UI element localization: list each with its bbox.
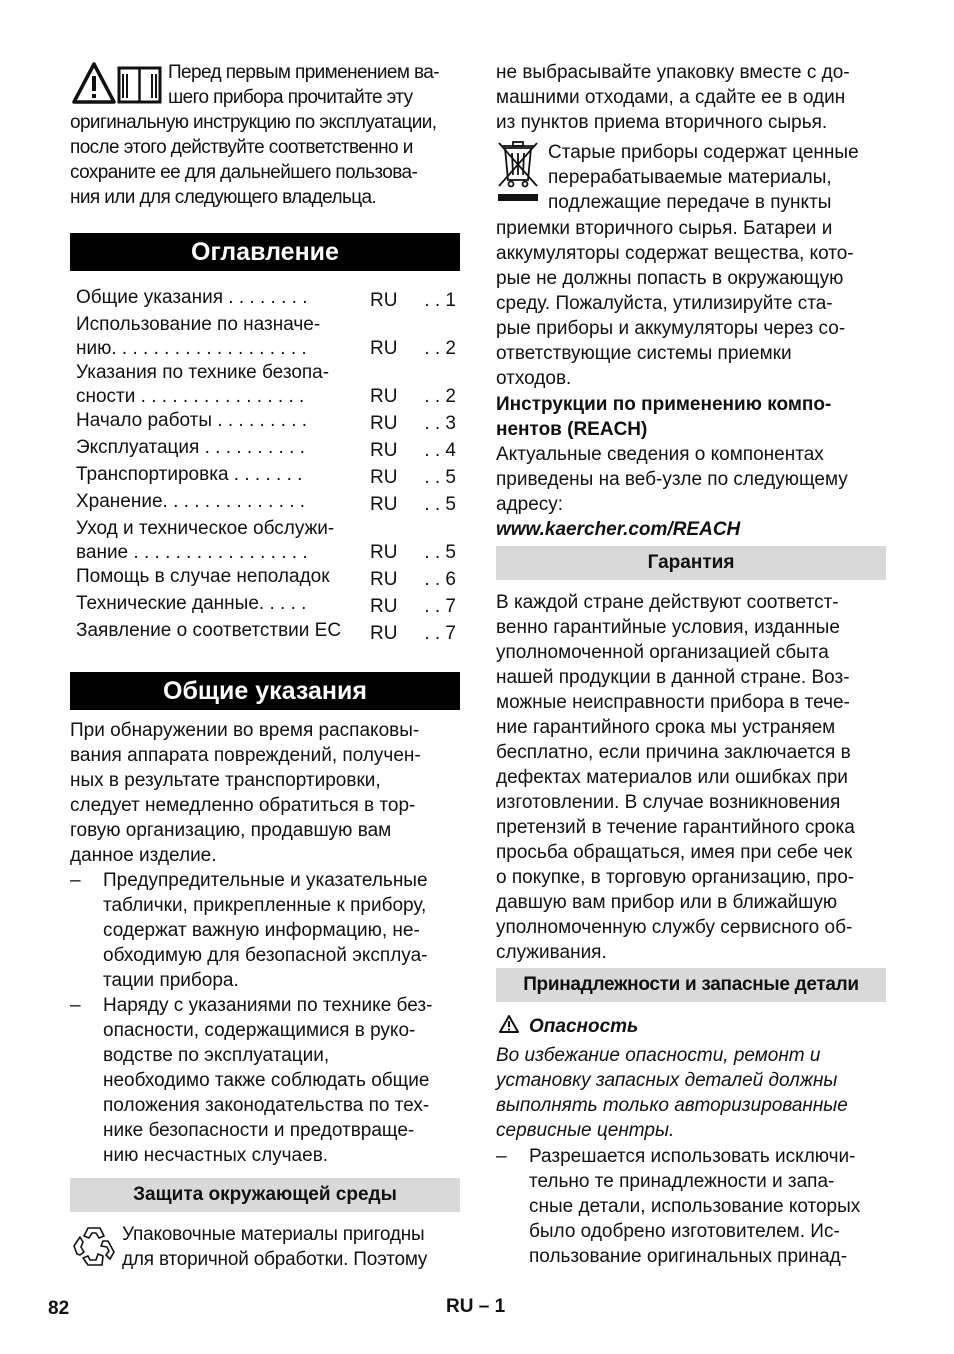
toc-entry-title: Эксплуатация . . . . . . . . . .	[76, 437, 305, 458]
general-list	[70, 868, 460, 1168]
toc-entry[interactable]	[70, 565, 460, 592]
warranty-heading: Гарантия	[496, 546, 886, 580]
toc-entry[interactable]	[70, 436, 460, 463]
accessories-list	[496, 1144, 886, 1269]
toc-entry-page: . . 5	[424, 542, 456, 563]
reach-heading: Инструкции по применению компо- нентов (REACH)	[496, 394, 832, 440]
toc-heading: Оглавление	[70, 233, 460, 271]
toc-entry-page: . . 1	[424, 290, 456, 311]
intro-line: ния или для следующего владельца.	[70, 187, 377, 208]
toc-entry-lang: RU	[370, 569, 398, 590]
intro-line: оригинальную инструкцию по эксплуатации,	[70, 112, 437, 133]
toc-entry[interactable]	[70, 313, 460, 361]
toc-entry-title: Заявление о соответствии ЕС	[76, 620, 342, 641]
toc-entry-page: . . 4	[424, 440, 456, 461]
toc-entry-lang: RU	[370, 290, 398, 311]
crossed-bin-icon	[496, 140, 540, 204]
toc-entry-lang: RU	[370, 386, 398, 407]
toc-entry-page: . . 2	[424, 386, 456, 407]
warning-read-manual-icon	[72, 62, 168, 106]
toc-entry[interactable]	[70, 409, 460, 436]
toc-entry-title: Транспортировка . . . . . . .	[76, 464, 303, 485]
recycle-text: Упаковочные материалы пригодны для вторичной обработки. Поэтому	[122, 1224, 428, 1270]
table-of-contents	[70, 286, 460, 646]
intro-line: сохраните ее для дальнейшего пользова-	[70, 162, 418, 183]
list-item: – Наряду с указаниями по технике без- опасности, содержащимися в руко- водстве по эксплуатации, необходимо также соблюдать общие положения законодательства по тех- нике безопасности и предотвраще- нию несчастных случаев.	[70, 995, 433, 1166]
intro-note	[70, 60, 460, 210]
page-footer-label: RU – 1	[446, 1296, 506, 1317]
toc-entry-title: Общие указания . . . . . . . .	[76, 287, 308, 308]
toc-entry-lang: RU	[370, 440, 398, 461]
dash-marker: –	[70, 995, 81, 1016]
toc-entry-page: . . 5	[424, 467, 456, 488]
general-heading: Общие указания	[70, 672, 460, 710]
list-item: – Предупредительные и указательные таблички, прикрепленные к прибору, содержат важную информацию, не- обходимую для безопасной эксплуа- тации прибора.	[70, 870, 428, 991]
toc-entry-lang: RU	[370, 623, 398, 644]
env-heading: Защита окружающей среды	[70, 1178, 460, 1212]
toc-entry-page: . . 7	[424, 596, 456, 617]
env-continued: не выбрасывайте упаковку вместе с до- машними отходами, а сдайте ее в один из пунктов приема вторичного сырья.	[496, 62, 850, 133]
intro-line: после этого действуйте соответственно и	[70, 137, 413, 158]
general-paragraph: При обнаружении во время распаковы- вания аппарата повреждений, получен- ных в результате транспортировки, следует немедленно обратиться в тор- говую организацию, продавшую вам данное изделие.	[70, 720, 421, 866]
toc-entry-lang: RU	[370, 467, 398, 488]
toc-entry-page: . . 5	[424, 494, 456, 515]
toc-entry-lang: RU	[370, 494, 398, 515]
intro-line: Перед первым применением ва-	[168, 62, 439, 83]
reach-link[interactable]: www.kaercher.com/REACH	[496, 519, 741, 540]
toc-entry-title: Хранение. . . . . . . . . . . . . .	[76, 491, 306, 512]
toc-entry-title: Начало работы . . . . . . . . .	[76, 410, 308, 431]
toc-entry-lang: RU	[370, 542, 398, 563]
toc-entry[interactable]	[70, 592, 460, 619]
reach-text: Актуальные сведения о компонентах приведены на веб-узле по следующему адресу:	[496, 444, 848, 515]
list-item: – Разрешается использовать исключи- тельно те принадлежности и запа- сные детали, использование которых было одобрено изготовителем. Ис- пользование оригинальных принад-	[496, 1146, 861, 1267]
weee-text: Старые приборы содержат ценные перерабатываемые материалы, подлежащие передаче в пункты	[548, 142, 859, 213]
warning-icon	[498, 1014, 520, 1034]
weee-continued: приемки вторичного сырья. Батареи и аккумуляторы содержат вещества, кото- рые не должны попасть в окружающую среду. Пожалуйста, утилизируйте ста- рые приборы и аккумуляторы через со- ответствующие системы приемки отходов.	[496, 218, 854, 389]
toc-entry-title: Помощь в случае неполадок	[76, 566, 330, 587]
toc-entry[interactable]	[70, 619, 460, 646]
toc-entry-title: Уход и техническое обслужи- вание . . . . . . . . . . . . . . . . .	[76, 518, 335, 563]
toc-entry-title: Использование по назначе- нию. . . . . . . . . . . . . . . . . . .	[76, 314, 321, 359]
dash-marker: –	[496, 1146, 507, 1167]
page-number: 82	[48, 1298, 70, 1319]
toc-entry-lang: RU	[370, 413, 398, 434]
toc-entry-title: Указания по технике безопа- сности . . . . . . . . . . . . . . . .	[76, 362, 330, 407]
dash-marker: –	[70, 870, 81, 891]
accessories-heading: Принадлежности и запасные детали	[496, 968, 886, 1002]
toc-entry[interactable]	[70, 490, 460, 517]
recycle-icon	[72, 1224, 116, 1268]
toc-entry[interactable]	[70, 286, 460, 313]
toc-entry-title: Технические данные. . . . .	[76, 593, 307, 614]
warranty-text: В каждой стране действуют соответст- венно гарантийные условия, изданные уполномоченной организацией сбыта нашей продукции в данной стране. Воз- можные неисправности прибора в тече- ние гарантийного срока мы устраняем бесплатно, если причина заключается в дефектах материалов или ошибках при изготовлении. В случае возникновения претензий в течение гарантийного срока просьба обращаться, имея при себе чек о покупке, в торговую организацию, про- давшую вам прибор или в ближайшую уполномоченную службу сервисного об- служивания.	[496, 592, 855, 963]
intro-line: шего прибора прочитайте эту	[168, 87, 413, 108]
toc-entry[interactable]	[70, 463, 460, 490]
danger-text: Во избежание опасности, ремонт и установку запасных деталей должны выполнять только авторизированные сервисные центры.	[496, 1045, 848, 1141]
danger-label: Опасность	[529, 1016, 639, 1037]
toc-entry-page: . . 7	[424, 623, 456, 644]
toc-entry-lang: RU	[370, 596, 398, 617]
toc-entry[interactable]	[70, 361, 460, 409]
toc-entry-lang: RU	[370, 338, 398, 359]
toc-entry-page: . . 6	[424, 569, 456, 590]
toc-entry-page: . . 2	[424, 338, 456, 359]
toc-entry-page: . . 3	[424, 413, 456, 434]
toc-entry[interactable]	[70, 517, 460, 565]
